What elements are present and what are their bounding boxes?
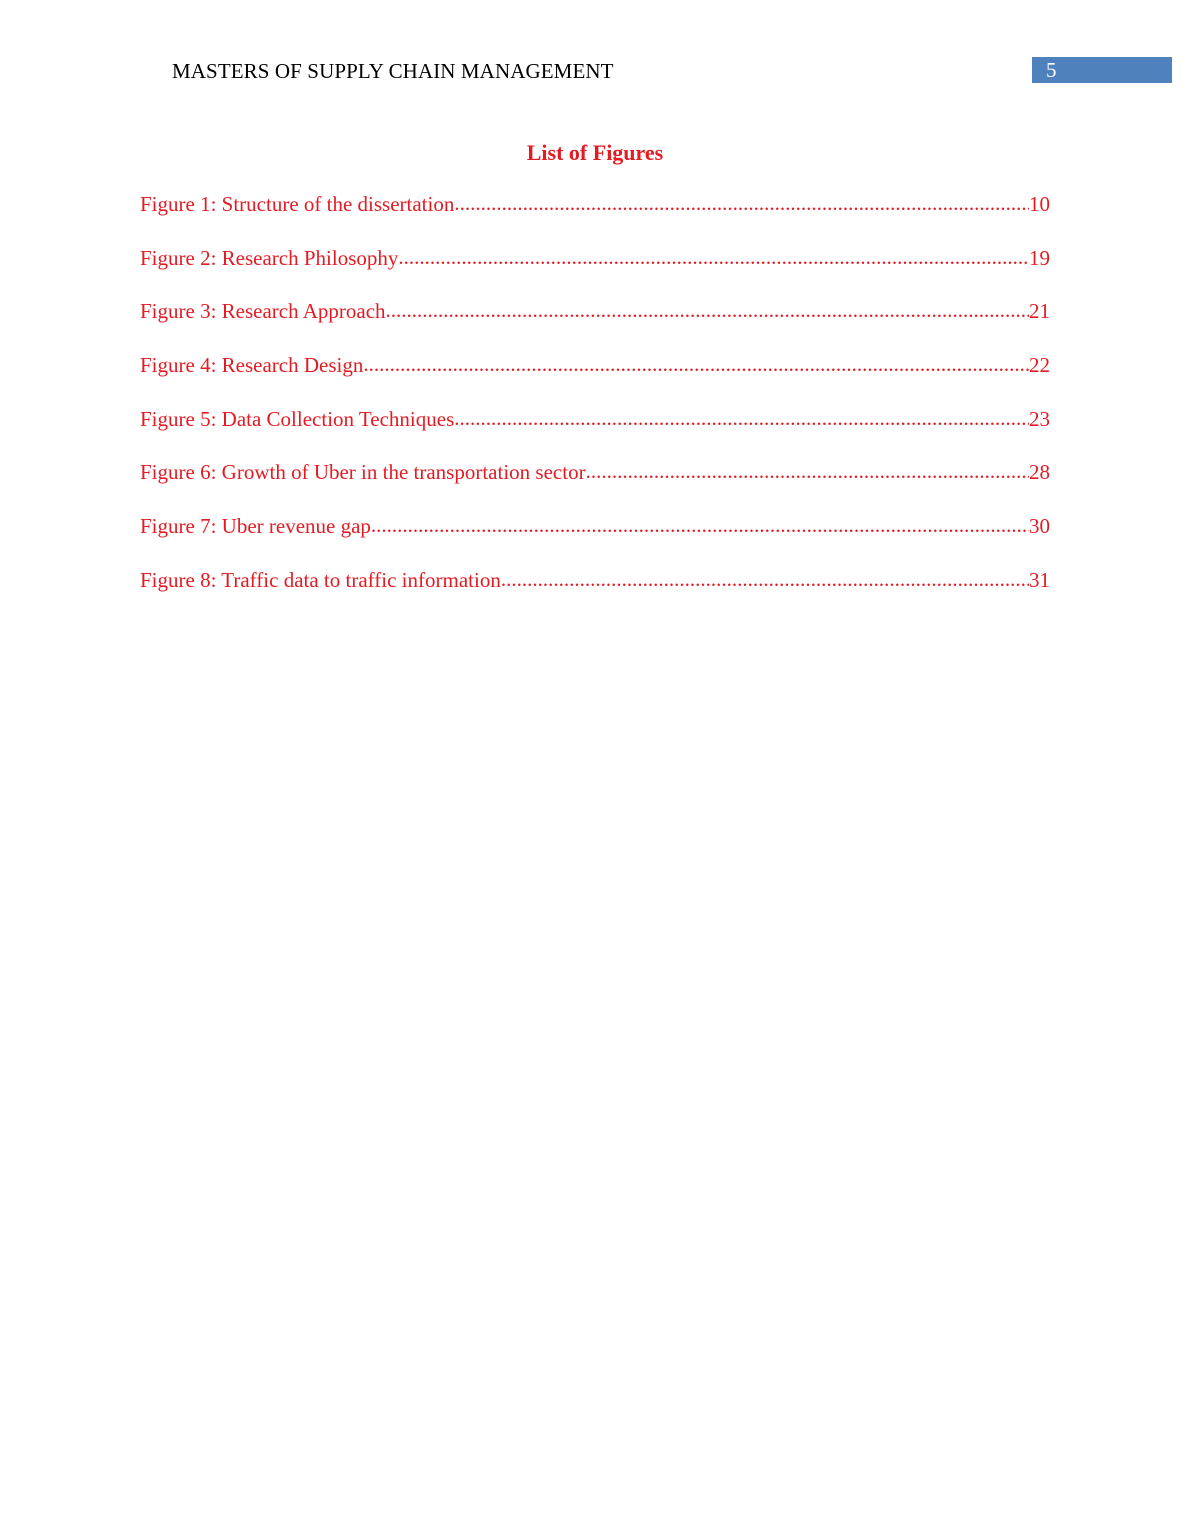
dot-leader xyxy=(501,564,1029,594)
toc-entry-page: 23 xyxy=(1029,406,1050,431)
toc-entry-figure-5[interactable] xyxy=(140,404,1050,458)
dot-leader xyxy=(398,242,1029,272)
toc-entry-page: 22 xyxy=(1029,353,1050,378)
toc-entry-figure-7[interactable] xyxy=(140,511,1050,565)
toc-entry-label: Figure 3: Research Approach xyxy=(140,299,386,324)
toc-entry-page: 30 xyxy=(1029,514,1050,539)
toc-entry-label: Figure 7: Uber revenue gap xyxy=(140,514,371,539)
toc-entry-figure-3[interactable] xyxy=(140,296,1050,350)
toc-entry-figure-6[interactable] xyxy=(140,457,1050,511)
dot-leader xyxy=(386,295,1029,325)
dot-leader xyxy=(454,403,1029,433)
toc-entry-label: Figure 4: Research Design xyxy=(140,353,364,378)
toc-entry-figure-8[interactable] xyxy=(140,565,1050,619)
toc-entry-figure-4[interactable] xyxy=(140,350,1050,404)
page-number-box xyxy=(1032,57,1172,83)
toc-entry-figure-2[interactable] xyxy=(140,243,1050,297)
toc-entry-page: 31 xyxy=(1029,567,1050,592)
running-header-title: MASTERS OF SUPPLY CHAIN MANAGEMENT xyxy=(172,59,614,83)
dot-leader xyxy=(454,188,1029,218)
toc-entry-page: 21 xyxy=(1029,299,1050,324)
toc-entry-label: Figure 2: Research Philosophy xyxy=(140,245,399,270)
dot-leader xyxy=(363,349,1029,379)
toc-entry-page: 28 xyxy=(1029,460,1050,485)
list-of-figures xyxy=(140,189,1050,619)
dot-leader xyxy=(586,456,1029,486)
toc-entry-page: 10 xyxy=(1029,192,1050,216)
dot-leader xyxy=(371,510,1029,540)
list-of-figures-heading: List of Figures xyxy=(526,140,664,165)
toc-entry-figure-1[interactable] xyxy=(140,189,1050,243)
page-number: 5 xyxy=(1046,58,1057,82)
toc-entry-label: Figure 6: Growth of Uber in the transportation sector xyxy=(140,460,586,485)
toc-entry-label: Figure 5: Data Collection Techniques xyxy=(140,406,455,431)
toc-entry-label: Figure 8: Traffic data to traffic information xyxy=(140,567,501,592)
toc-entry-label: Figure 1: Structure of the dissertation xyxy=(140,192,455,216)
toc-entry-page: 19 xyxy=(1029,245,1050,270)
